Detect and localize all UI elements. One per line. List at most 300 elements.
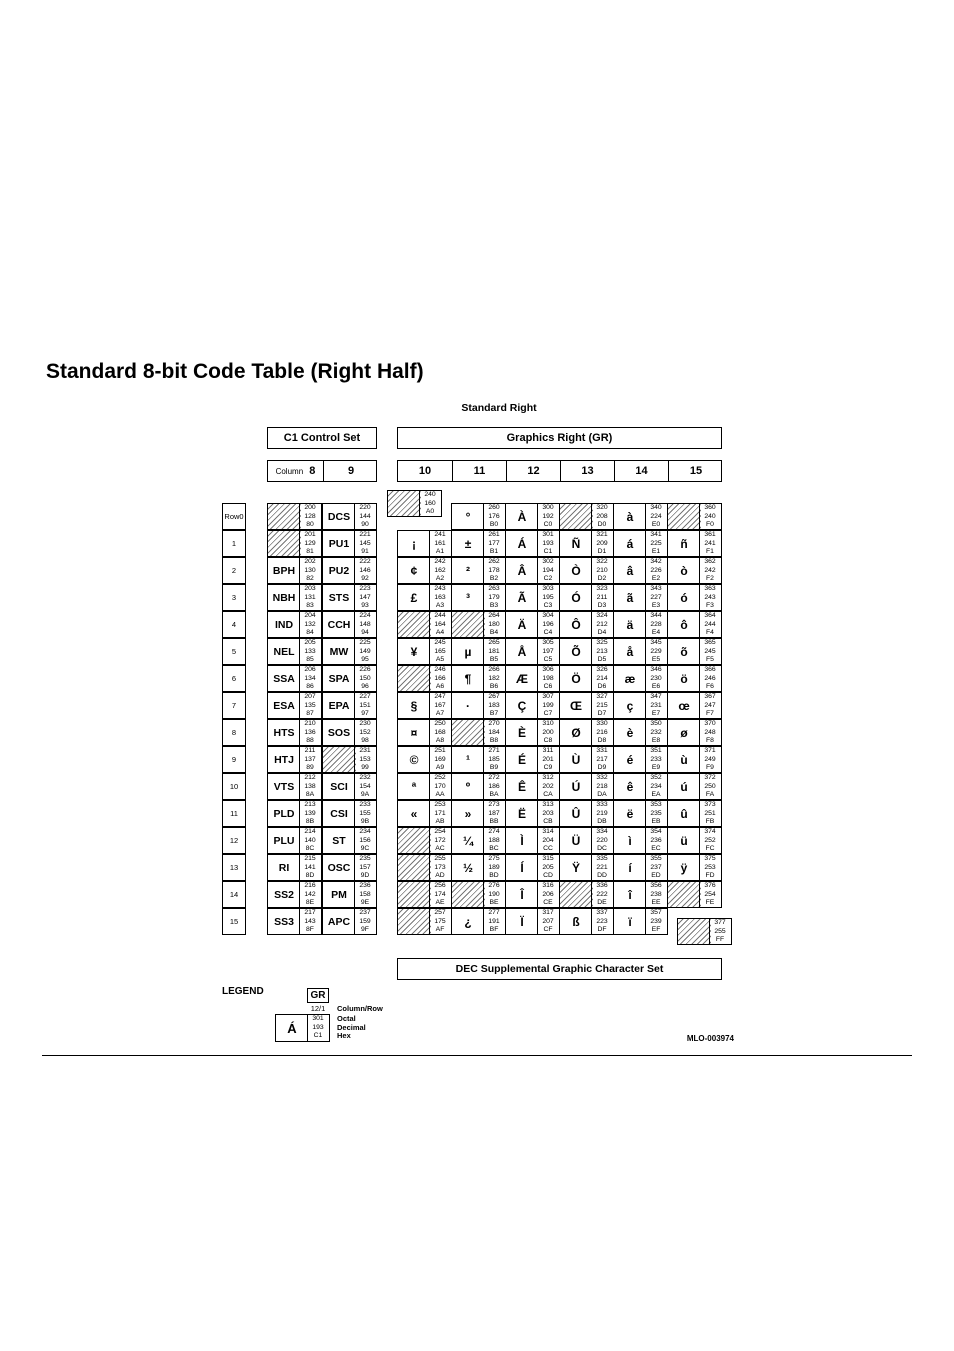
cell-codes: 332 218 DA [591, 774, 612, 799]
code-cell [322, 719, 377, 746]
cell-codes: 365 245 F5 [699, 639, 720, 664]
code-cell [505, 854, 560, 881]
cell-codes: 343 227 E3 [645, 585, 666, 610]
code-cell [267, 530, 322, 557]
code-cell [559, 503, 614, 530]
cell-glyph: £ [410, 590, 418, 605]
code-cell [451, 557, 506, 584]
code-cell [667, 530, 722, 557]
cell-codes: 207 135 87 [299, 693, 320, 718]
cell-glyph: Î [520, 887, 524, 902]
cell-glyph: HTS [273, 726, 295, 739]
cell-codes: 245 165 A5 [429, 639, 450, 664]
code-cell [267, 881, 322, 908]
unused-hatch [452, 720, 485, 745]
cell-codes: 373 251 FB [699, 801, 720, 826]
cell-codes: 211 137 89 [299, 747, 320, 772]
legend-hex-label: Hex [337, 1031, 351, 1040]
code-cell [559, 665, 614, 692]
code-cell [505, 908, 560, 935]
code-cell [267, 773, 322, 800]
cell-codes: 202 130 82 [299, 558, 320, 583]
cell-codes: 215 141 8D [299, 855, 320, 880]
cell-glyph: À [517, 509, 527, 524]
cell-glyph: STS [328, 591, 350, 604]
supplemental-set-label: DEC Supplemental Graphic Character Set [397, 958, 722, 980]
cell-codes: 260 176 B0 [483, 504, 504, 529]
row-label: 7 [222, 692, 246, 719]
cell-glyph: ¤ [410, 725, 418, 740]
cell-codes: 227 151 97 [354, 693, 375, 718]
code-cell [451, 611, 506, 638]
cell-codes: 223 147 93 [354, 585, 375, 610]
row-label: 1 [222, 530, 246, 557]
code-cell [505, 719, 560, 746]
code-cell [505, 665, 560, 692]
code-cell [613, 638, 668, 665]
column-label-13: 13 [560, 461, 614, 481]
code-cell [559, 854, 614, 881]
cell-codes: 210 136 88 [299, 720, 320, 745]
cell-codes: 372 250 FA [699, 774, 720, 799]
legend-gr: GR [307, 988, 329, 1003]
cell-glyph: SS3 [274, 915, 294, 928]
cell-codes: 241 161 A1 [429, 531, 450, 556]
code-cell [397, 827, 452, 854]
cell-codes: 327 215 D7 [591, 693, 612, 718]
code-cell [559, 584, 614, 611]
cell-codes: 357 239 EF [645, 909, 666, 934]
cell-glyph: Ï [520, 914, 524, 929]
cell-codes: 314 204 CC [537, 828, 558, 853]
code-cell [505, 800, 560, 827]
cell-codes: 257 175 AF [429, 909, 450, 934]
cell-glyph: APC [327, 915, 351, 928]
cell-glyph: Â [517, 563, 527, 578]
cell-codes: 232 154 9A [354, 774, 375, 799]
cell-codes: 342 226 E2 [645, 558, 666, 583]
cell-codes: 255 173 AD [429, 855, 450, 880]
code-cell [322, 557, 377, 584]
cell-glyph: MW [329, 645, 349, 658]
cell-codes: 376 254 FE [699, 882, 720, 907]
code-cell [667, 800, 722, 827]
page-title: Standard 8-bit Code Table (Right Half) [46, 360, 424, 383]
cell-glyph: æ [624, 671, 636, 686]
code-cell [267, 854, 322, 881]
row-label: 14 [222, 881, 246, 908]
cell-glyph: ¡ [412, 536, 416, 551]
code-cell [451, 638, 506, 665]
cell-glyph: ã [626, 590, 634, 605]
cell-codes: 352 234 EA [645, 774, 666, 799]
code-cell [505, 881, 560, 908]
cell-glyph: ó [680, 590, 688, 605]
cell-codes: 236 158 9E [354, 882, 375, 907]
cell-codes: 200 128 80 [299, 504, 320, 529]
cell-codes: 246 166 A6 [429, 666, 450, 691]
cell-glyph: ª [411, 779, 417, 794]
code-cell [322, 638, 377, 665]
cell-codes: 276 190 BE [483, 882, 504, 907]
cell-glyph: ú [680, 779, 688, 794]
code-cell [267, 557, 322, 584]
code-cell [451, 881, 506, 908]
unused-hatch [323, 747, 356, 772]
cell-codes: 364 244 F4 [699, 612, 720, 637]
code-cell [559, 800, 614, 827]
cell-codes: 224 148 94 [354, 612, 375, 637]
cell-glyph: Ì [520, 833, 524, 848]
cell-glyph: CCH [327, 618, 351, 631]
legend-codes: 301 193 C1 [307, 1015, 328, 1041]
cell-glyph: Ã [517, 590, 527, 605]
cell-glyph: å [626, 644, 634, 659]
cell-glyph: Ò [571, 563, 581, 578]
row-label: 8 [222, 719, 246, 746]
cell-codes: 243 163 A3 [429, 585, 450, 610]
cell-codes: 371 249 F9 [699, 747, 720, 772]
cell-codes: 310 200 C8 [537, 720, 558, 745]
legend-octal-label: Octal [337, 1014, 356, 1023]
cell-codes: 253 171 AB [429, 801, 450, 826]
unused-hatch [678, 919, 711, 944]
cell-codes: 367 247 F7 [699, 693, 720, 718]
row-label: 6 [222, 665, 246, 692]
cell-codes: 351 233 E9 [645, 747, 666, 772]
cell-codes: 271 185 B9 [483, 747, 504, 772]
cell-glyph: º [465, 779, 471, 794]
cell-codes: 272 186 BA [483, 774, 504, 799]
cell-glyph: RI [278, 861, 290, 874]
code-cell [267, 692, 322, 719]
column-label-14: 14 [614, 461, 668, 481]
code-cell [559, 692, 614, 719]
code-cell [559, 908, 614, 935]
code-cell [451, 584, 506, 611]
cell-codes: 334 220 DC [591, 828, 612, 853]
row-label: 3 [222, 584, 246, 611]
cell-glyph: IND [274, 618, 294, 631]
code-cell [505, 530, 560, 557]
cell-codes: 212 138 8A [299, 774, 320, 799]
cell-glyph: ñ [680, 536, 688, 551]
code-cell [451, 692, 506, 719]
cell-glyph: Å [517, 644, 527, 659]
unused-hatch [560, 504, 593, 529]
code-cell [613, 854, 668, 881]
code-cell [267, 611, 322, 638]
cell-glyph: ò [680, 563, 688, 578]
unused-hatch [452, 612, 485, 637]
code-cell [451, 746, 506, 773]
code-cell [613, 530, 668, 557]
cell-codes: 205 133 85 [299, 639, 320, 664]
code-cell [451, 827, 506, 854]
row-label: 2 [222, 557, 246, 584]
cell-codes: 267 183 B7 [483, 693, 504, 718]
code-cell [397, 584, 452, 611]
code-cell [322, 665, 377, 692]
code-cell [559, 611, 614, 638]
unused-hatch [398, 666, 431, 691]
column-label-8: Column 8 [275, 465, 316, 477]
cell-glyph: Ÿ [571, 860, 580, 875]
code-cell [267, 503, 322, 530]
cell-codes: 216 142 8E [299, 882, 320, 907]
cell-codes: 225 149 95 [354, 639, 375, 664]
cell-codes: 270 184 B8 [483, 720, 504, 745]
cell-glyph: SSA [273, 672, 295, 685]
code-cell [505, 584, 560, 611]
cell-codes: 346 230 E6 [645, 666, 666, 691]
cell-codes: 370 248 F8 [699, 720, 720, 745]
code-cell [559, 530, 614, 557]
cell-codes: 321 209 D1 [591, 531, 612, 556]
cell-glyph: · [466, 698, 470, 713]
cell-glyph: SOS [327, 726, 351, 739]
cell-codes: 201 129 81 [299, 531, 320, 556]
cell-codes: 361 241 F1 [699, 531, 720, 556]
unused-hatch [388, 491, 421, 516]
standard-right-label: Standard Right [461, 402, 537, 414]
row-label: Row 0 [222, 503, 246, 530]
code-cell [267, 719, 322, 746]
code-cell [322, 773, 377, 800]
cell-codes: 322 210 D2 [591, 558, 612, 583]
cell-codes: 374 252 FC [699, 828, 720, 853]
code-cell [613, 719, 668, 746]
code-cell [397, 908, 452, 935]
row-label: 9 [222, 746, 246, 773]
cell-codes: 273 187 BB [483, 801, 504, 826]
figure-id: MLO-003974 [686, 1034, 734, 1043]
cell-codes: 345 229 E5 [645, 639, 666, 664]
cell-glyph: ä [626, 617, 634, 632]
code-cell [613, 611, 668, 638]
cell-codes: 356 238 EE [645, 882, 666, 907]
row-label: 5 [222, 638, 246, 665]
column-label-15: 15 [668, 461, 723, 481]
code-cell [613, 557, 668, 584]
code-cell [322, 611, 377, 638]
graphics-right-header: Graphics Right (GR) [397, 427, 722, 449]
cell-glyph: ± [464, 536, 472, 551]
cell-glyph: ÿ [680, 860, 688, 875]
cell-glyph: SS2 [274, 888, 294, 901]
cell-glyph: ê [626, 779, 634, 794]
legend-title: LEGEND [222, 986, 264, 997]
code-cell [267, 746, 322, 773]
cell-glyph: ° [465, 509, 471, 524]
cell-codes: 335 221 DD [591, 855, 612, 880]
code-cell [559, 881, 614, 908]
code-cell [559, 638, 614, 665]
cell-codes: 231 153 99 [354, 747, 375, 772]
cell-codes: 274 188 BC [483, 828, 504, 853]
cell-glyph: § [410, 698, 418, 713]
cell-codes: 316 206 CE [537, 882, 558, 907]
cell-codes: 311 201 C9 [537, 747, 558, 772]
cell-glyph: Ø [571, 725, 581, 740]
cell-glyph: Á [517, 536, 527, 551]
cell-codes: 263 179 B3 [483, 585, 504, 610]
cell-codes: 307 199 C7 [537, 693, 558, 718]
cell-codes: 220 144 90 [354, 504, 375, 529]
cell-glyph: PM [331, 888, 347, 901]
cell-glyph: ¼ [462, 833, 473, 848]
cell-glyph: © [409, 752, 419, 767]
code-cell [451, 665, 506, 692]
cell-codes: 264 180 B4 [483, 612, 504, 637]
cell-glyph: ö [680, 671, 688, 686]
code-cell [322, 503, 377, 530]
cell-codes: 350 232 E8 [645, 720, 666, 745]
code-cell [677, 918, 732, 945]
code-cell [397, 638, 452, 665]
cell-codes: 266 182 B6 [483, 666, 504, 691]
cell-glyph: HTJ [274, 753, 294, 766]
code-cell [667, 773, 722, 800]
row-word: Row [224, 511, 240, 521]
code-cell [322, 854, 377, 881]
column-label-10: 10 [418, 465, 432, 477]
cell-glyph: Œ [570, 698, 582, 713]
cell-codes: 337 223 DF [591, 909, 612, 934]
cell-glyph: ³ [466, 590, 470, 605]
unused-hatch [398, 828, 431, 853]
cell-codes: 302 194 C2 [537, 558, 558, 583]
code-cell [451, 503, 506, 530]
code-cell [322, 530, 377, 557]
code-cell [322, 881, 377, 908]
code-cell [322, 692, 377, 719]
cell-codes: 353 235 EB [645, 801, 666, 826]
column-label-11: 11 [452, 461, 506, 481]
cell-codes: 256 174 AE [429, 882, 450, 907]
unused-hatch [560, 882, 593, 907]
cell-glyph: PLD [273, 807, 295, 820]
cell-glyph: â [626, 563, 634, 578]
code-cell [451, 908, 506, 935]
cell-codes: 354 236 EC [645, 828, 666, 853]
cell-codes: 317 207 CF [537, 909, 558, 934]
code-cell [397, 611, 452, 638]
cell-codes: 244 164 A4 [429, 612, 450, 637]
cell-codes: 226 150 96 [354, 666, 375, 691]
cell-glyph: ß [572, 914, 580, 929]
cell-glyph: È [517, 725, 526, 740]
cell-codes: 362 242 F2 [699, 558, 720, 583]
code-cell [613, 503, 668, 530]
column-label-12: 12 [506, 461, 560, 481]
cell-codes: 375 253 FD [699, 855, 720, 880]
code-cell [267, 800, 322, 827]
code-cell [505, 611, 560, 638]
cell-glyph: ² [466, 563, 470, 578]
cell-glyph: Ê [517, 779, 526, 794]
cell-codes: 377 255 FF [709, 919, 730, 944]
code-cell [387, 490, 442, 517]
cell-codes: 250 168 A8 [429, 720, 450, 745]
cell-glyph: DCS [327, 510, 351, 523]
code-cell [322, 584, 377, 611]
code-cell [667, 719, 722, 746]
cell-glyph: µ [464, 644, 472, 659]
cell-codes: 336 222 DE [591, 882, 612, 907]
code-cell [613, 800, 668, 827]
code-cell [613, 908, 668, 935]
cell-codes: 230 152 98 [354, 720, 375, 745]
code-cell [559, 827, 614, 854]
code-table-figure [222, 398, 734, 1048]
cell-glyph: Ñ [571, 536, 581, 551]
cell-glyph: é [626, 752, 634, 767]
cell-codes: 341 225 E1 [645, 531, 666, 556]
cell-codes: 347 231 E7 [645, 693, 666, 718]
cell-codes: 206 134 86 [299, 666, 320, 691]
gr-column-header [397, 460, 722, 482]
code-cell [505, 746, 560, 773]
cell-glyph: ¿ [464, 914, 472, 929]
cell-glyph: ì [628, 833, 632, 848]
cell-glyph: ¥ [410, 644, 418, 659]
cell-glyph: ù [680, 752, 688, 767]
cell-codes: 323 211 D3 [591, 585, 612, 610]
legend-col-row-label: Column/Row [337, 1004, 383, 1013]
unused-hatch [668, 882, 701, 907]
code-cell [613, 773, 668, 800]
code-cell [613, 584, 668, 611]
cell-glyph: ¢ [410, 563, 418, 578]
row-label: 13 [222, 854, 246, 881]
cell-glyph: PLU [273, 834, 295, 847]
cell-codes: 355 237 ED [645, 855, 666, 880]
cell-codes: 363 243 F3 [699, 585, 720, 610]
code-cell [397, 719, 452, 746]
code-cell [667, 665, 722, 692]
cell-glyph: SCI [330, 780, 348, 793]
code-cell [667, 638, 722, 665]
c1-column-header [267, 460, 377, 482]
cell-codes: 320 208 D0 [591, 504, 612, 529]
cell-codes: 217 143 8F [299, 909, 320, 934]
cell-codes: 313 203 CB [537, 801, 558, 826]
legend-decimal-label: Decimal [337, 1022, 366, 1032]
code-cell [667, 584, 722, 611]
cell-glyph: Û [571, 806, 581, 821]
cell-glyph: PU1 [328, 537, 350, 550]
cell-glyph: Æ [516, 671, 528, 686]
cell-glyph: Ü [571, 833, 581, 848]
code-cell [505, 827, 560, 854]
code-cell [667, 611, 722, 638]
cell-codes: 306 198 C6 [537, 666, 558, 691]
cell-glyph: NBH [272, 591, 296, 604]
row-label: 10 [222, 773, 246, 800]
cell-glyph: » [464, 806, 472, 821]
code-cell [667, 692, 722, 719]
unused-hatch [398, 882, 431, 907]
row-label: 11 [222, 800, 246, 827]
code-cell [322, 800, 377, 827]
cell-codes: 251 169 A9 [429, 747, 450, 772]
cell-codes: 301 193 C1 [537, 531, 558, 556]
code-cell [667, 881, 722, 908]
code-cell [267, 665, 322, 692]
cell-glyph: BPH [272, 564, 296, 577]
code-cell [451, 530, 506, 557]
